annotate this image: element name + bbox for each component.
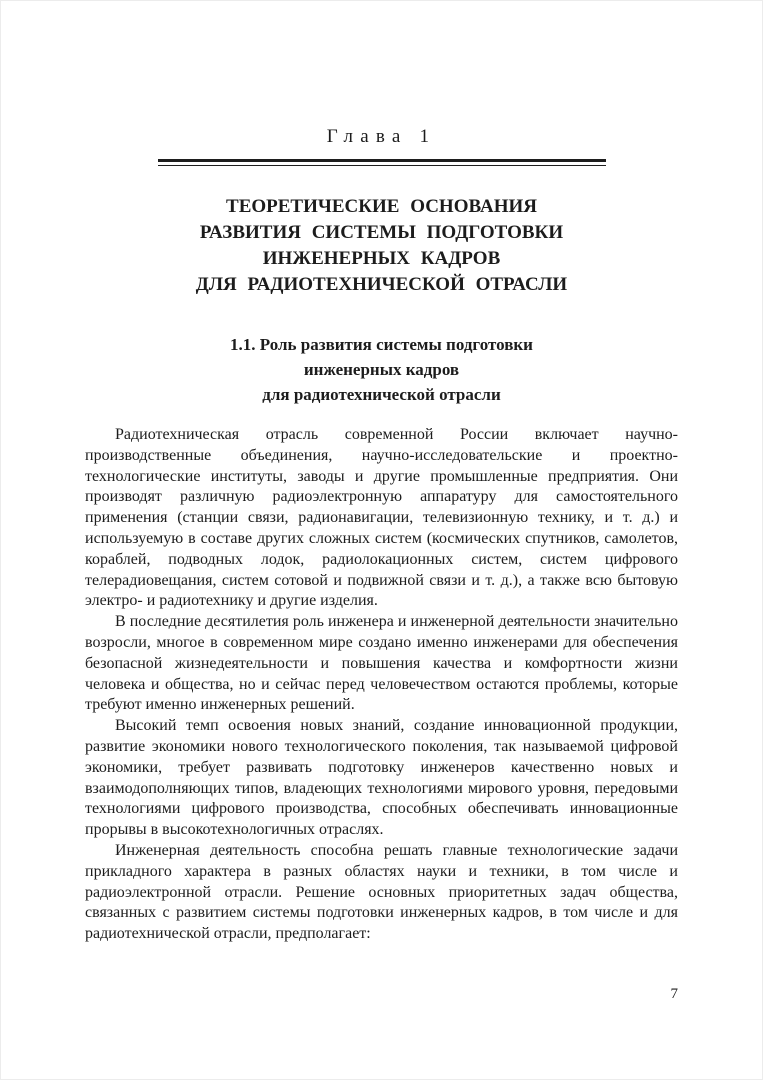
section-heading: [85, 332, 678, 407]
page-number: 7: [670, 986, 678, 1002]
section-heading-line: для радиотехнической отрасли: [262, 385, 501, 404]
body-paragraph: В последние десятилетия роль инженера и инженерной деятельности значительно возросли, многое в современном мире создано именно инженерами для обеспечения безопасной жизнедеятельности и повышения качества и комфортности жизни человека и общества, но и сейчас перед человечеством остаются проблемы, которые требуют именно инженерных решений.: [85, 613, 678, 714]
chapter-title: [85, 194, 678, 298]
chapter-title-line: ТЕОРЕТИЧЕСКИЕ ОСНОВАНИЯ: [226, 196, 537, 217]
chapter-heading: Глава 1: [326, 126, 437, 147]
section-heading-line: инженерных кадров: [303, 360, 460, 379]
body-text: [85, 425, 678, 945]
body-paragraph: Радиотехническая отрасль современной России включает научно-производственные объединения, научно-исследовательские и проектно-технологические институты, заводы и другие промышленные предприятия. Они производят различную радиоэлектронную аппаратуру для самостоятельного применения (станции связи, радионавигации, телевизионную технику, и т. д.) и используемую в составе других сложных систем (космических спутников, самолетов, кораблей, подводных лодок, радиолокационных систем, систем цифрового телерадиовещания, систем сотовой и подвижной связи и т. д.), а также всю бытовую электро- и радиотехнику и другие изделия.: [85, 426, 678, 610]
chapter-title-line: РАЗВИТИЯ СИСТЕМЫ ПОДГОТОВКИ: [199, 222, 564, 243]
double-rule-divider: [158, 159, 606, 166]
body-paragraph: Высокий темп освоения новых знаний, создание инновационной продукции, развитие экономики нового технологического поколения, так называемой цифровой экономики, требует развивать подготовку инженеров качественно новых и взаимодополняющих типов, владеющих технологиями мирового уровня, передовыми технологиями цифрового производства, способных обеспечивать инновационные прорывы в высокотехнологичных отраслях.: [85, 717, 678, 839]
chapter-title-line: ДЛЯ РАДИОТЕХНИЧЕСКОЙ ОТРАСЛИ: [195, 274, 568, 295]
chapter-title-line: ИНЖЕНЕРНЫХ КАДРОВ: [262, 248, 501, 269]
section-heading-line: 1.1. Роль развития системы подготовки: [230, 335, 533, 354]
body-paragraph: Инженерная деятельность способна решать главные технологические задачи прикладного характера в разных областях науки и техники, в том числе и радиоэлектронной отрасли. Решение основных приоритетных задач общества, связанных с развитием системы подготовки инженерных кадров, в том числе и для радиотехнической отрасли, предполагает:: [85, 841, 678, 943]
